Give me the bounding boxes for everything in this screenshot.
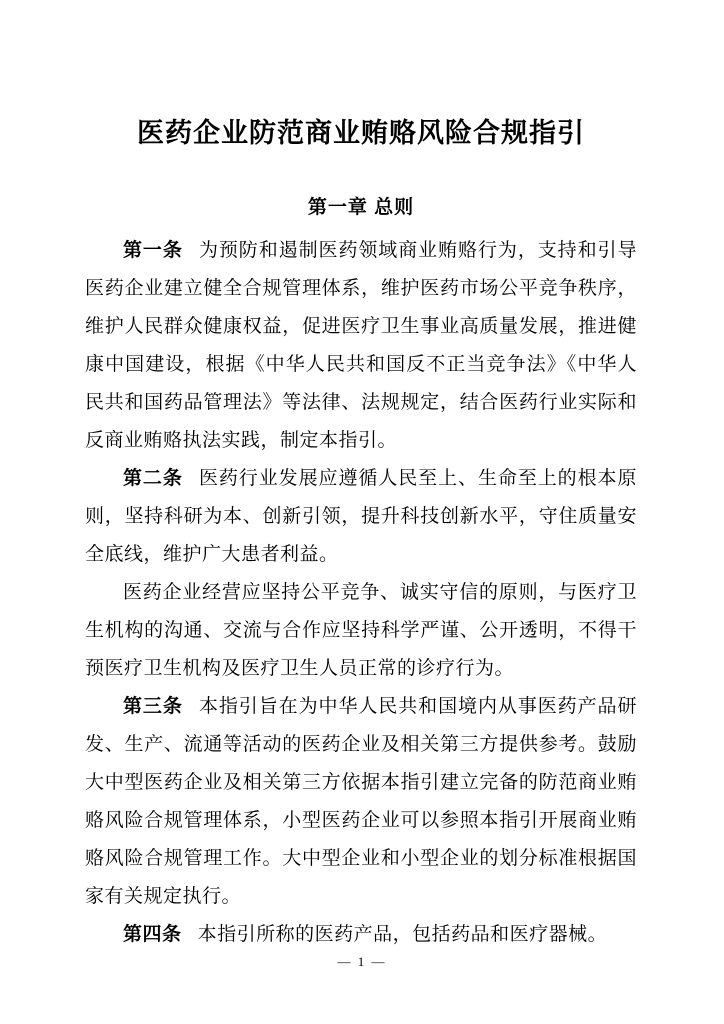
paragraph-text: 医药企业经营应坚持公平竞争、诚实守信的原则，与医疗卫生机构的沟通、交流与合作应坚持科学严谨、公开透明，不得干预医疗卫生机构及医疗卫生人员正常的诊疗行为。 — [85, 581, 637, 679]
chapter-heading: 第一章 总则 — [307, 197, 415, 219]
paragraph — [85, 916, 637, 954]
paragraph — [85, 460, 637, 574]
paragraph-lead: 第三条 — [123, 695, 183, 717]
paragraph-lead: 第一条 — [123, 239, 183, 261]
paragraph — [85, 232, 637, 460]
paragraph-text: 医药行业发展应遵循人民至上、生命至上的根本原则，坚持科研为本、创新引领，提升科技创新水平，守住质量安全底线，维护广大患者利益。 — [85, 467, 637, 565]
paragraph — [85, 574, 637, 688]
paragraph-lead: 第二条 — [123, 467, 183, 489]
paragraph-text: 本指引旨在为中华人民共和国境内从事医药产品研发、生产、流通等活动的医药企业及相关第三方提供参考。鼓励大中型医药企业及相关第三方依据本指引建立完备的防范商业贿赂风险合规管理体系，小型医药企业可以参照本指引开展商业贿赂风险合规管理工作。大中型企业和小型企业的划分标准根据国家有关规定执行。 — [85, 695, 637, 907]
document-body — [85, 232, 637, 954]
page-title: 医药企业防范商业贿赂风险合规指引 — [137, 118, 585, 148]
paragraph-lead: 第四条 — [123, 923, 182, 945]
paragraph-text: 为预防和遏制医药领域商业贿赂行为，支持和引导医药企业建立健全合规管理体系，维护医药市场公平竞争秩序，维护人民群众健康权益，促进医疗卫生事业高质量发展，推进健康中国建设，根据《中华人民共和国反不正当竞争法》《中华人民共和国药品管理法》等法律、法规规定，结合医药行业实际和反商业贿赂执法实践，制定本指引。 — [85, 239, 637, 451]
paragraph-text: 本指引所称的医药产品，包括药品和医疗器械。 — [197, 923, 608, 945]
paragraph — [85, 688, 637, 916]
page-number: — 1 — — [337, 954, 387, 969]
